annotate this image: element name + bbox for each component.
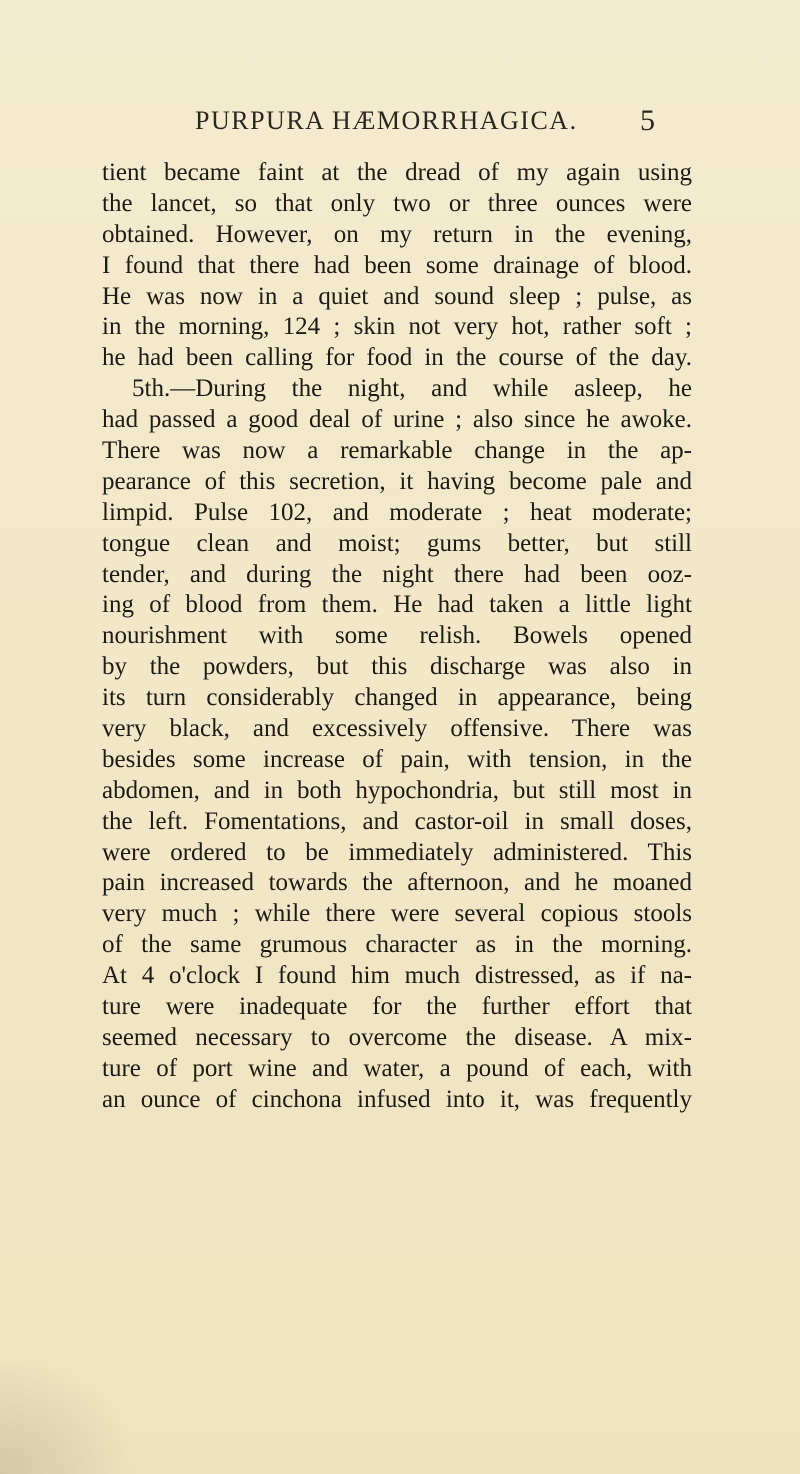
text-line: abdomen, and in both hypochondria, but still most in — [102, 776, 692, 804]
text-line: obtained. However, on my return in the evening, — [102, 220, 692, 248]
text-line: nourishment with some relish. Bowels opened — [102, 622, 692, 650]
page-header — [195, 106, 655, 146]
text-line: pain increased towards the afternoon, and he moaned — [102, 869, 692, 897]
text-line: he had been calling for food in the course of the day. — [102, 344, 692, 372]
text-line: of the same grumous character as in the morning. — [102, 931, 692, 959]
text-line: by the powders, but this discharge was also in — [102, 653, 692, 681]
page-corner-shadow — [0, 1354, 140, 1474]
body-text — [102, 158, 692, 1116]
text-line: pearance of this secretion, it having become pale and — [102, 467, 692, 495]
text-line: tongue clean and moist; gums better, but still — [102, 529, 692, 557]
text-line: I found that there had been some drainage of blood. — [102, 251, 692, 279]
text-line: ing of blood from them. He had taken a little light — [102, 591, 692, 619]
text-line: in the morning, 124 ; skin not very hot, rather soft ; — [102, 313, 692, 341]
text-line: tender, and during the night there had been ooz- — [102, 560, 692, 588]
running-title: PURPURA HÆMORRHAGICA. — [195, 106, 578, 135]
text-line: the lancet, so that only two or three ounces were — [102, 189, 692, 217]
text-line: ture of port wine and water, a pound of each, with — [102, 1054, 692, 1082]
text-line: tient became faint at the dread of my again using — [102, 159, 692, 186]
text-line: its turn considerably changed in appearance, being — [102, 684, 692, 712]
text-line: He was now in a quiet and sound sleep ; pulse, as — [102, 282, 692, 310]
text-line: 5th.—During the night, and while asleep, he — [132, 375, 692, 403]
text-line: There was now a remarkable change in the ap- — [102, 437, 692, 465]
text-line: an ounce of cinchona infused into it, was frequently — [102, 1085, 692, 1113]
text-line: were ordered to be immediately administered. This — [102, 838, 692, 866]
text-line: the left. Fomentations, and castor-oil in small doses, — [102, 807, 692, 835]
text-line: very much ; while there were several copious stools — [102, 900, 692, 928]
text-line: limpid. Pulse 102, and moderate ; heat moderate; — [102, 498, 692, 526]
text-line: besides some increase of pain, with tension, in the — [102, 745, 692, 773]
text-line: ture were inadequate for the further effort that — [102, 993, 692, 1021]
page-number: 5 — [640, 104, 655, 137]
text-line: At 4 o'clock I found him much distressed, as if na- — [102, 962, 692, 990]
text-line: seemed necessary to overcome the disease. A mix- — [102, 1023, 692, 1051]
text-line: very black, and excessively offensive. There was — [102, 715, 692, 743]
text-line: had passed a good deal of urine ; also since he awoke. — [102, 406, 692, 434]
